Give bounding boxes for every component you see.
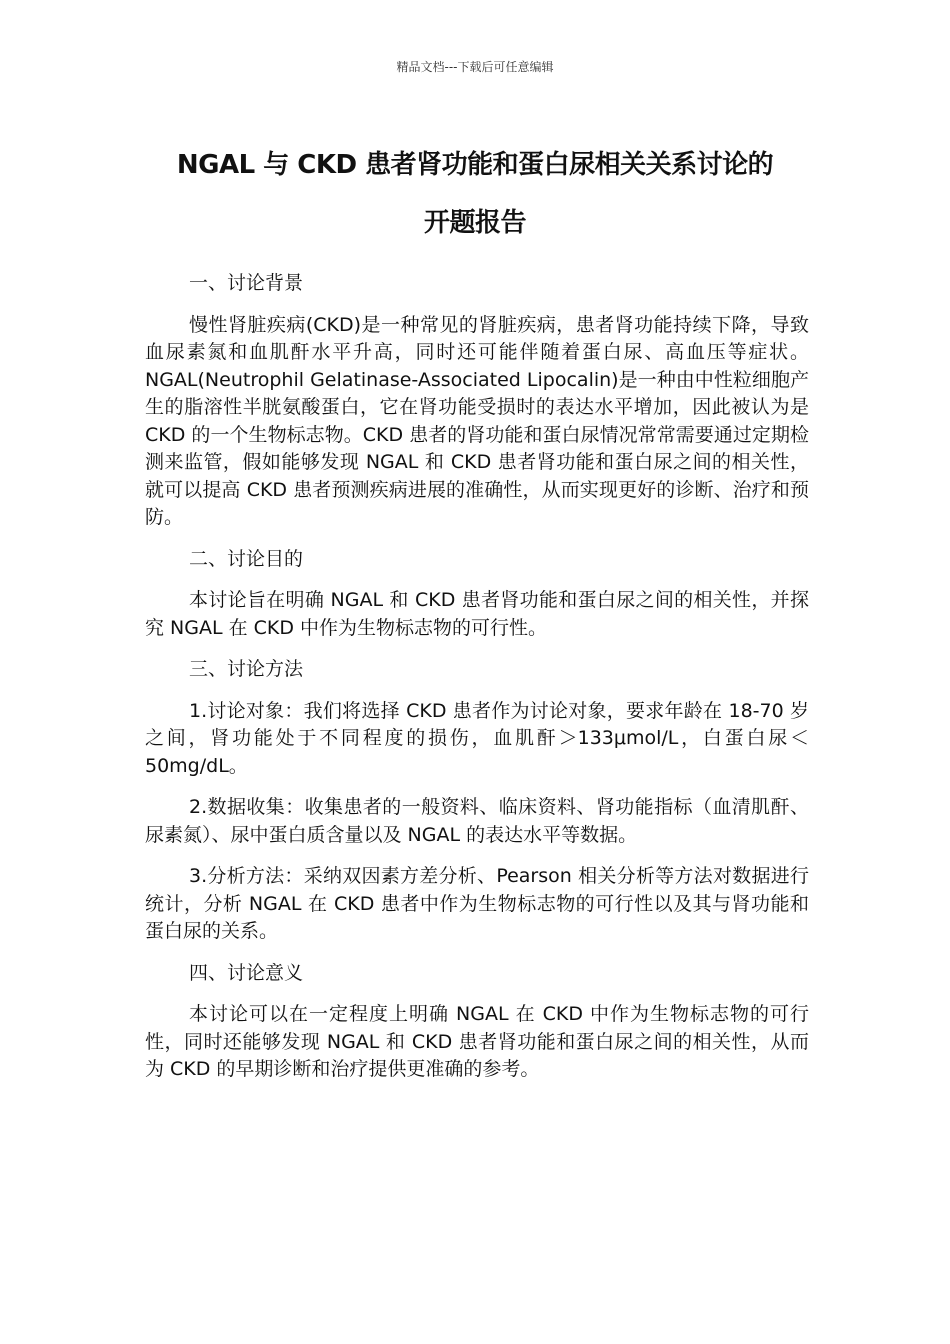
significance-paragraph: 本讨论可以在一定程度上明确 NGAL 在 CKD 中作为生物标志物的可行性，同时还能够发现 NGAL 和 CKD 患者肾功能和蛋白尿之间的相关性，从而为 CKD 的早期诊断和治疗提供更准确的参考。 — [145, 1003, 809, 1080]
section-heading-methods: 三、讨论方法 — [189, 658, 304, 680]
background-paragraph: 慢性肾脏疾病(CKD)是一种常见的肾脏疾病，患者肾功能持续下降，导致血尿素氮和血肌酐水平升高，同时还可能伴随着蛋白尿、高血压等症状。NGAL(Neutrophil Gelatinase-Associated Lipocalin)是一种由中性粒细胞产生的脂溶性半胱氨酸蛋白，它在肾功能受损时的表达水平增加，因此被认为是 CKD 的一个生物标志物。CKD 患者的肾功能和蛋白尿情况常常需要通过定期检测来监管，假如能够发现 NGAL 和 CKD 患者肾功能和蛋白尿之间的相关性，就可以提高 CKD 患者预测疾病进展的准确性，从而实现更好的诊断、治疗和预防。 — [145, 313, 809, 528]
section-heading-significance: 四、讨论意义 — [189, 961, 304, 984]
methods-data-collection-paragraph: 2.数据收集：收集患者的一般资料、临床资料、肾功能指标（血清肌酐、尿素氮）、尿中蛋白质含量以及 NGAL 的表达水平等数据。 — [145, 796, 809, 846]
methods-analysis-paragraph: 3.分析方法：采纳双因素方差分析、Pearson 相关分析等方法对数据进行统计，分析 NGAL 在 CKD 患者中作为生物标志物的可行性以及其与肾功能和蛋白尿的关系。 — [145, 865, 809, 942]
purpose-paragraph: 本讨论旨在明确 NGAL 和 CKD 患者肾功能和蛋白尿之间的相关性，并探究 NGAL 在 CKD 中作为生物标志物的可行性。 — [145, 589, 809, 639]
title-line-1: NGAL 与 CKD 患者肾功能和蛋白尿相关关系讨论的 — [176, 150, 774, 180]
header-note: 精品文档---下载后可任意编辑 — [396, 60, 554, 74]
section-heading-background: 一、讨论背景 — [189, 272, 304, 294]
document-title — [120, 136, 830, 252]
title-line-2: 开题报告 — [423, 208, 526, 238]
document-body — [145, 270, 809, 1098]
methods-subjects-paragraph: 1.讨论对象：我们将选择 CKD 患者作为讨论对象，要求年龄在 18-70 岁之间，肾功能处于不同程度的损伤，血肌酐＞133μmol/L，白蛋白尿＜50mg/dL。 — [145, 699, 809, 777]
section-heading-purpose: 二、讨论目的 — [189, 547, 304, 570]
